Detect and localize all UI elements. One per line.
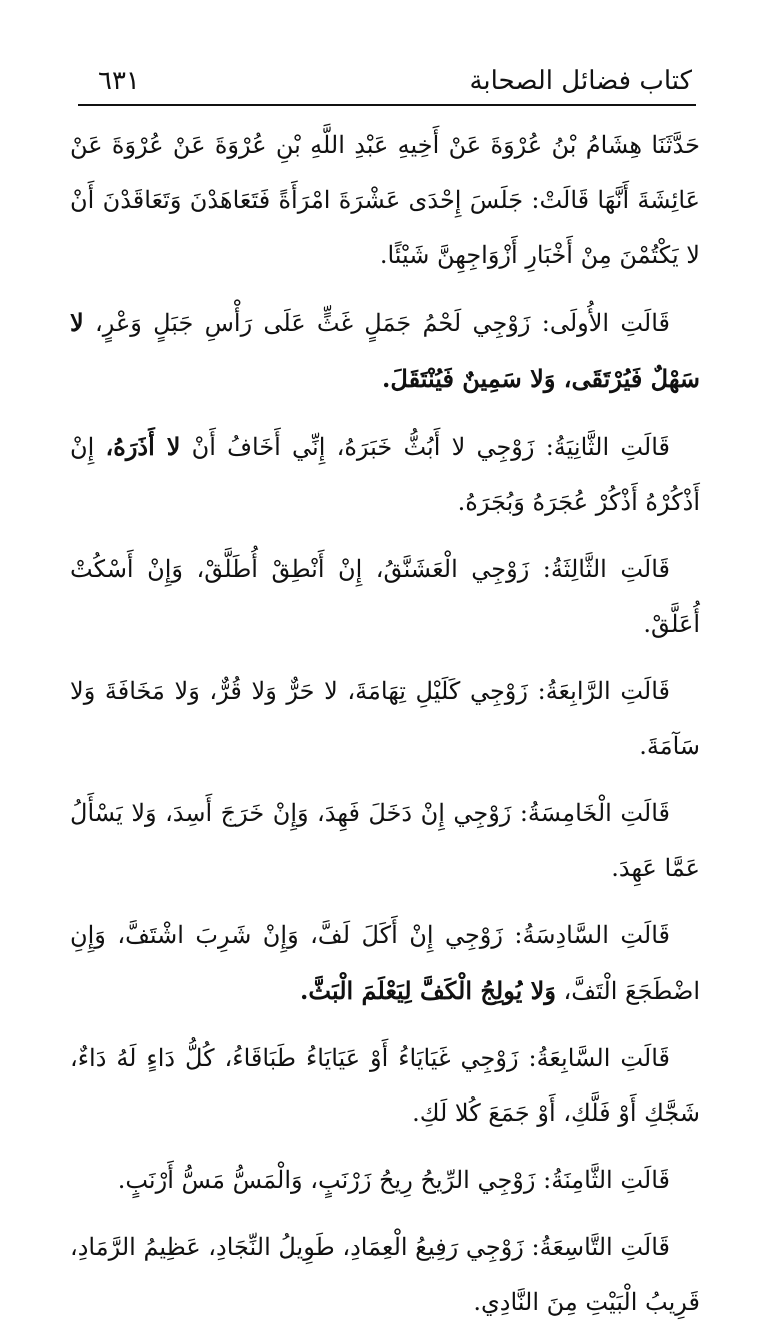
- paragraph-bold-text: لا أَذَرَهُ،: [105, 432, 181, 461]
- page-number: ٦٣١: [98, 66, 140, 96]
- paragraph-third-wife: [70, 542, 700, 652]
- paragraph-fourth-wife: [70, 664, 700, 774]
- paragraph-sixth-wife: [70, 908, 700, 1019]
- paragraph-ninth-wife: [70, 1220, 700, 1330]
- page-body: [70, 118, 700, 1342]
- paragraph-bold-text: لا سَهْلٌ فَيُرْتَقَى، وَلا سَمِينٌ فَيُنْتَقَلَ.: [70, 308, 700, 393]
- paragraph-text: قَالَتِ السَّابِعَةُ: زَوْجِي غَيَايَاءُ أَوْ عَيَايَاءُ طَبَاقَاءُ، كُلُّ دَاءٍ لَهُ دَاءٌ، شَجَّكِ أَوْ فَلَّكِ، أَوْ جَمَعَ كُلا لَكِ.: [70, 1044, 700, 1127]
- paragraph-second-wife: [70, 419, 700, 530]
- paragraph-text: قَالَتِ السَّادِسَةُ: زَوْجِي إِنْ أَكَلَ لَفَّ، وَإِنْ شَرِبَ اشْتَفَّ، وَإِنِ اضْطَجَعَ الْتَفَّ،: [70, 921, 700, 1005]
- paragraph-text: قَالَتِ الرَّابِعَةُ: زَوْجِي كَلَيْلِ تِهَامَةَ، لا حَرٌّ وَلا قُرٌّ، وَلا مَخَافَةَ وَلا سَآمَةَ.: [70, 677, 700, 760]
- paragraph-text: حَدَّثَنَا هِشَامُ بْنُ عُرْوَةَ عَنْ أَخِيهِ عَبْدِ اللَّهِ بْنِ عُرْوَةَ عَنْ عُرْوَةَ عَنْ عَائِشَةَ أَنَّهَا قَالَتْ: جَلَسَ إِحْدَى عَشْرَةَ امْرَأَةً فَتَعَاهَدْنَ وَتَعَاقَدْنَ أَنْ لا يَكْتُمْنَ مِنْ أَخْبَارِ أَزْوَاجِهِنَّ شَيْئًا.: [70, 131, 700, 269]
- paragraph-text: قَالَتِ الْخَامِسَةُ: زَوْجِي إِنْ دَخَلَ فَهِدَ، وَإِنْ خَرَجَ أَسِدَ، وَلا يَسْأَلُ عَمَّا عَهِدَ.: [70, 799, 700, 882]
- paragraph-first-wife: [70, 295, 700, 407]
- paragraph-isnad: [70, 118, 700, 283]
- page-header: [78, 60, 696, 106]
- paragraph-text: قَالَتِ الثَّالِثَةُ: زَوْجِي الْعَشَنَّقُ، إِنْ أَنْطِقْ أُطَلَّقْ، وَإِنْ أَسْكُتْ أُعَلَّقْ.: [70, 555, 700, 638]
- paragraph-bold-text: وَلا يُولِجُ الْكَفَّ لِيَعْلَمَ الْبَثَّ.: [300, 976, 556, 1005]
- paragraph-text: قَالَتِ الثَّانِيَةُ: زَوْجِي لا أَبُثُّ خَبَرَهُ، إِنِّي أَخَافُ أَنْ: [191, 433, 670, 461]
- paragraph-text: قَالَتِ الثَّامِنَةُ: زَوْجِي الرِّيحُ رِيحُ زَرْنَبٍ، وَالْمَسُّ مَسُّ أَرْنَبٍ.: [117, 1166, 670, 1194]
- paragraph-text: قَالَتِ التَّاسِعَةُ: زَوْجِي رَفِيعُ الْعِمَادِ، طَوِيلُ النِّجَادِ، عَظِيمُ الرَّمَادِ، قَرِيبُ الْبَيْتِ مِنَ النَّادِي.: [69, 1233, 700, 1316]
- book-title: كتاب فضائل الصحابة: [469, 66, 692, 96]
- paragraph-text: قَالَتِ الأُولَى: زَوْجِي لَحْمُ جَمَلٍ غَثٍّ عَلَى رَأْسِ جَبَلٍ وَعْرٍ،: [94, 309, 670, 337]
- paragraph-text-continued: إِنْ أَذْكُرْهُ أَذْكُرْ عُجَرَهُ وَبُجَرَهُ.: [70, 433, 700, 516]
- paragraph-eighth-wife: [70, 1153, 700, 1208]
- paragraph-seventh-wife: [70, 1031, 700, 1141]
- paragraph-fifth-wife: [70, 786, 700, 896]
